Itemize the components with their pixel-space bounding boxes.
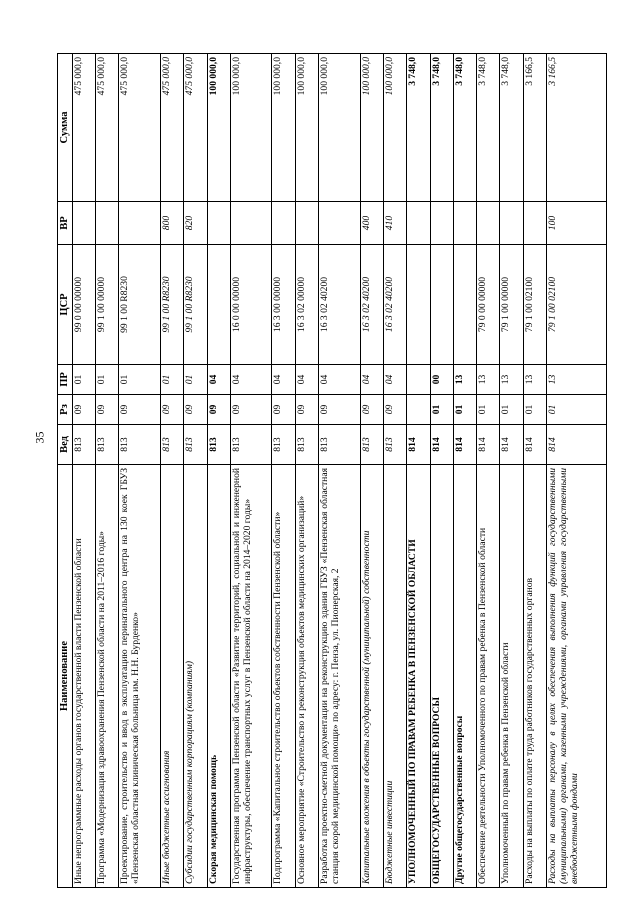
cell-rz: 09 (72, 395, 95, 425)
cell-pr: 04 (360, 365, 383, 395)
table-row (360, 54, 383, 888)
cell-sum: 3 748,0 (430, 54, 453, 202)
cell-rz: 09 (96, 395, 119, 425)
cell-csr: 16 3 00 00000 (272, 245, 295, 365)
table-row (184, 54, 207, 888)
cell-name: Расходы на выплаты персоналу в целях обеспечения выполнения функций государственными (муниципальными) органами, казенными учреждениями, органами управления государственными внебюджетными фондами (547, 465, 607, 888)
cell-sum: 475 000,0 (184, 54, 207, 202)
cell-sum: 475 000,0 (96, 54, 119, 202)
budget-table (57, 53, 607, 888)
cell-pr: 01 (96, 365, 119, 395)
cell-pr: 01 (119, 365, 161, 395)
header-rz: Рз (58, 395, 73, 425)
cell-pr (407, 365, 430, 395)
cell-name: Иные непрограммные расходы органов государственной власти Пензенской области (72, 465, 95, 888)
rotated-table-container (57, 54, 607, 888)
cell-name: ОБЩЕГОСУДАРСТВЕННЫЕ ВОПРОСЫ (430, 465, 453, 888)
cell-sum: 475 000,0 (160, 54, 183, 202)
cell-vr: 400 (360, 202, 383, 245)
cell-sum: 3 748,0 (477, 54, 500, 202)
cell-ved: 813 (360, 425, 383, 465)
cell-csr (453, 245, 476, 365)
cell-name: Субсидии государственным корпорациям (компаниям) (184, 465, 207, 888)
cell-rz: 09 (207, 395, 230, 425)
cell-vr (207, 202, 230, 245)
table-row (272, 54, 295, 888)
header-csr: ЦСР (58, 245, 73, 365)
cell-vr (430, 202, 453, 245)
cell-rz: 09 (160, 395, 183, 425)
cell-ved: 814 (523, 425, 546, 465)
cell-name: УПОЛНОМОЧЕННЫЙ ПО ПРАВАМ РЕБЕНКА В ПЕНЗЕНСКОЙ ОБЛАСТИ (407, 465, 430, 888)
cell-name: Уполномоченный по правам ребенка в Пензенской области (500, 465, 523, 888)
cell-ved: 814 (477, 425, 500, 465)
cell-rz: 01 (477, 395, 500, 425)
cell-name: Программа «Модернизация здравоохранения Пензенской области на 2011–2016 годы» (96, 465, 119, 888)
cell-pr: 04 (383, 365, 406, 395)
cell-rz: 09 (295, 395, 318, 425)
table-row (453, 54, 476, 888)
cell-csr: 99 1 00 00000 (96, 245, 119, 365)
cell-ved: 813 (72, 425, 95, 465)
table-row (407, 54, 430, 888)
cell-name: Другие общегосударственные вопросы (453, 465, 476, 888)
cell-pr: 04 (230, 365, 272, 395)
table-row (72, 54, 95, 888)
header-pr: ПР (58, 365, 73, 395)
cell-csr: 16 3 02 40200 (383, 245, 406, 365)
cell-name: Капитальные вложения в объекты государственной (муниципальной) собственности (360, 465, 383, 888)
cell-csr (207, 245, 230, 365)
table-row (500, 54, 523, 888)
cell-vr (272, 202, 295, 245)
cell-vr: 410 (383, 202, 406, 245)
page-number: 35 (32, 431, 47, 444)
cell-rz: 09 (230, 395, 272, 425)
cell-pr: 04 (207, 365, 230, 395)
cell-ved: 813 (96, 425, 119, 465)
cell-rz: 09 (184, 395, 207, 425)
cell-pr: 13 (477, 365, 500, 395)
cell-rz (407, 395, 430, 425)
cell-vr (96, 202, 119, 245)
cell-csr: 79 0 00 00000 (477, 245, 500, 365)
cell-rz: 09 (360, 395, 383, 425)
cell-sum: 100 000,0 (272, 54, 295, 202)
cell-pr: 04 (319, 365, 361, 395)
cell-vr (119, 202, 161, 245)
cell-csr (407, 245, 430, 365)
cell-csr: 79 1 00 00000 (500, 245, 523, 365)
cell-name: Подпрограмма «Капитальное строительство объектов собственности Пензенской области» (272, 465, 295, 888)
cell-name: Скорая медицинская помощь (207, 465, 230, 888)
cell-pr: 00 (430, 365, 453, 395)
cell-sum: 3 166,5 (523, 54, 546, 202)
cell-sum: 475 000,0 (119, 54, 161, 202)
cell-pr: 13 (500, 365, 523, 395)
table-header-row (58, 54, 73, 888)
cell-vr (319, 202, 361, 245)
cell-ved: 814 (500, 425, 523, 465)
table-row (430, 54, 453, 888)
table-row (319, 54, 361, 888)
table-row (230, 54, 272, 888)
cell-sum: 3 166,5 (547, 54, 607, 202)
cell-vr (407, 202, 430, 245)
cell-rz: 09 (383, 395, 406, 425)
cell-name: Бюджетные инвестиции (383, 465, 406, 888)
cell-name: Расходы на выплаты по оплате труда работников государственных органов (523, 465, 546, 888)
table-row (119, 54, 161, 888)
cell-csr: 99 1 00 R8230 (160, 245, 183, 365)
cell-vr: 100 (547, 202, 607, 245)
cell-sum: 100 000,0 (295, 54, 318, 202)
cell-sum: 100 000,0 (360, 54, 383, 202)
cell-vr: 820 (184, 202, 207, 245)
table-row (383, 54, 406, 888)
cell-pr: 13 (547, 365, 607, 395)
cell-rz: 09 (119, 395, 161, 425)
cell-pr: 01 (184, 365, 207, 395)
cell-csr: 16 3 02 40200 (319, 245, 361, 365)
cell-ved: 813 (207, 425, 230, 465)
cell-vr (230, 202, 272, 245)
cell-name: Обеспечение деятельности Уполномоченного по правам ребенка в Пензенской области (477, 465, 500, 888)
cell-name: Проектирование, строительство и ввод в эксплуатацию перинатального центра на 130 коек ГБУЗ «Пензенская областная клиническая больница им. Н.Н. Бурденко» (119, 465, 161, 888)
cell-ved: 813 (383, 425, 406, 465)
cell-rz: 01 (523, 395, 546, 425)
cell-vr (500, 202, 523, 245)
table-row (160, 54, 183, 888)
cell-ved: 814 (453, 425, 476, 465)
cell-pr: 13 (453, 365, 476, 395)
cell-vr (453, 202, 476, 245)
table-body (72, 54, 606, 888)
header-ved: Вед (58, 425, 73, 465)
cell-csr: 99 1 00 R8230 (119, 245, 161, 365)
cell-pr: 01 (72, 365, 95, 395)
table-row (547, 54, 607, 888)
cell-sum: 3 748,0 (500, 54, 523, 202)
cell-ved: 814 (547, 425, 607, 465)
cell-vr: 800 (160, 202, 183, 245)
cell-csr: 16 3 02 40200 (360, 245, 383, 365)
cell-rz: 01 (500, 395, 523, 425)
cell-ved: 813 (319, 425, 361, 465)
cell-pr: 04 (272, 365, 295, 395)
cell-vr (477, 202, 500, 245)
cell-csr (430, 245, 453, 365)
table-row (477, 54, 500, 888)
cell-sum: 100 000,0 (319, 54, 361, 202)
cell-csr: 16 3 02 00000 (295, 245, 318, 365)
cell-vr (295, 202, 318, 245)
cell-csr: 99 0 00 00000 (72, 245, 95, 365)
cell-pr: 13 (523, 365, 546, 395)
cell-sum: 100 000,0 (230, 54, 272, 202)
cell-rz: 09 (319, 395, 361, 425)
cell-ved: 813 (295, 425, 318, 465)
cell-csr: 99 1 00 R8230 (184, 245, 207, 365)
header-name: Наименование (58, 465, 73, 888)
cell-csr: 16 0 00 00000 (230, 245, 272, 365)
table-row (523, 54, 546, 888)
cell-ved: 813 (160, 425, 183, 465)
cell-sum: 3 748,0 (407, 54, 430, 202)
cell-pr: 04 (295, 365, 318, 395)
cell-ved: 814 (407, 425, 430, 465)
cell-ved: 813 (184, 425, 207, 465)
cell-vr (523, 202, 546, 245)
cell-ved: 814 (430, 425, 453, 465)
cell-pr: 01 (160, 365, 183, 395)
cell-ved: 813 (230, 425, 272, 465)
table-row (96, 54, 119, 888)
table-row (207, 54, 230, 888)
table-row (295, 54, 318, 888)
cell-rz: 01 (547, 395, 607, 425)
cell-name: Иные бюджетные ассигнования (160, 465, 183, 888)
cell-csr: 79 1 00 02100 (523, 245, 546, 365)
cell-name: Государственная программа Пензенской области «Развитие территорий, социальной и инженерной инфраструктуры, обеспечение транспортных услуг в Пензенской области на 2014–2020 годы» (230, 465, 272, 888)
cell-ved: 813 (272, 425, 295, 465)
header-vr: ВР (58, 202, 73, 245)
cell-name: Основное мероприятие «Строительство и реконструкция объектов медицинских организаций» (295, 465, 318, 888)
cell-rz: 01 (430, 395, 453, 425)
cell-rz: 09 (272, 395, 295, 425)
cell-rz: 01 (453, 395, 476, 425)
cell-sum: 100 000,0 (383, 54, 406, 202)
cell-sum: 3 748,0 (453, 54, 476, 202)
cell-csr: 79 1 00 02100 (547, 245, 607, 365)
cell-sum: 100 000,0 (207, 54, 230, 202)
cell-ved: 813 (119, 425, 161, 465)
header-sum: Сумма (58, 54, 73, 202)
cell-sum: 475 000,0 (72, 54, 95, 202)
cell-vr (72, 202, 95, 245)
cell-name: Разработка проектно-сметной документации на реконструкцию здания ГБУЗ «Пензенская областная станция скорой медицинской помощи» по адресу: г. Пенза, ул. Пионерская, 2 (319, 465, 361, 888)
